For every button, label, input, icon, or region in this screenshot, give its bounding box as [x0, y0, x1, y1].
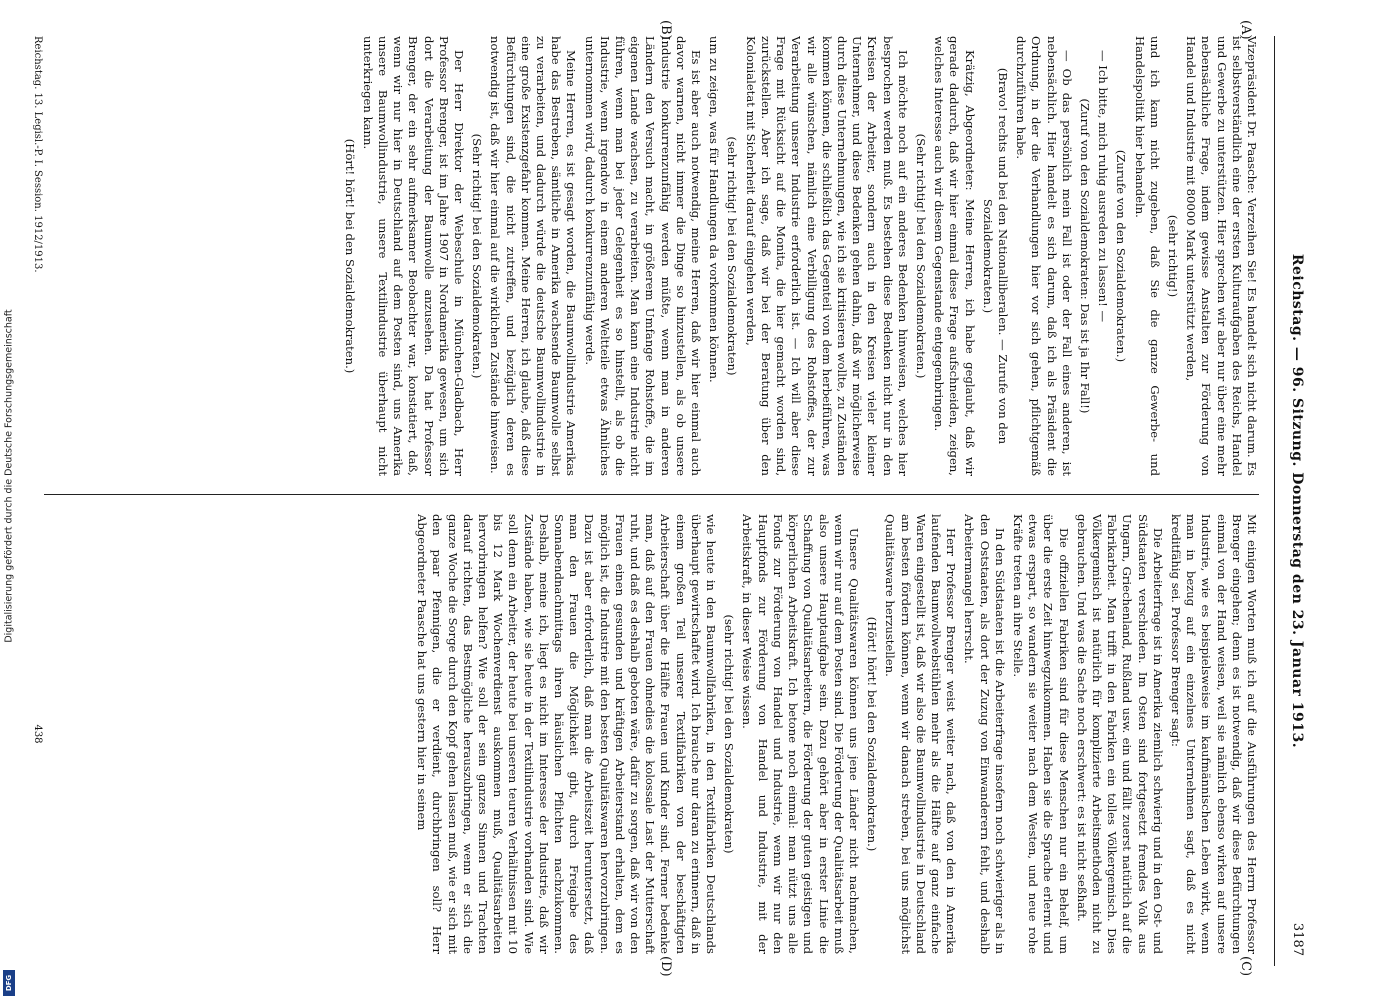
sheet-number: 438 — [32, 724, 43, 744]
interjection: (Zurufe von den Sozialdemokraten.) — [1114, 149, 1129, 363]
quotation: In den Südstaaten ist die Arbeiterfrage insofern noch schwieriger als in den Oststaaten, als dort der Zuzug von Einwanderern fehlt, und deshalb Arbeitermangel herrscht. — [962, 514, 1007, 954]
paragraph: Vizepräsident Dr. Paasche: Verzeihen Sie! Es handelt sich nicht darum. Es ist selbstverständlich eine der ersten Kulturaufgaben des Reichs, Handel und Gewerbe zu unterstützen. Hier sprechen wir aber nur über eine mehr nebensächliche Frage, indem gewisse Anstalten zur Förderung von Handel und Industrie mit 80000 Mark unterstützt werden, — [1184, 36, 1259, 476]
page-footer: Reichstag. 13. Legisl.-P. I. Session. 1912/1913. — [32, 36, 43, 273]
header-rule — [1274, 36, 1275, 966]
paragraph: Herr Professor Brenger weist weiter nach, daß von den in Amerika laufenden Baumwollwebstühlen mehr als die Hälfte auf ganz einfache Waren eingestellt ist, daß wir also die Baumwollindustrie in Deutschland am besten fördern können, wenn wir danach streben, bei uns möglichst Qualitätsware herzustellen. — [883, 514, 959, 954]
quotation: Die Arbeiterfrage ist in Amerika ziemlich schwierig und in den Ost- und Südstaaten verschieden. Im Osten sind fortgesetzt fremdes Volk aus Ungarn, Griechenland, Rußland usw. ein und fällt zuerst natürlich auf die Fabrikarbeit. Man trifft in den Fabriken ein tolles Völkergemisch. Dies Völkergemisch ist natürlich für komplizierte Arbeitsmethoden nicht zu gebrauchen. Und was die Sache noch erschwert: es ist nicht seßhaft. — [1074, 514, 1165, 954]
interjection: (Bravo! rechts und bei den Nationalliberalen. — Zurufe von den Sozialdemokraten.) — [980, 67, 1010, 445]
column-divider — [44, 494, 1259, 495]
margin-marker-d: (D) — [658, 956, 673, 977]
running-head: Reichstag. — 96. Sitzung. Donnerstag den 23. Januar 1913. — [1289, 253, 1305, 749]
credit-text: Digitalisierung gefördert durch die Deutsche Forschungsgemeinschaft — [3, 309, 15, 643]
margin-marker-a: (A) — [1238, 20, 1253, 40]
quotation: Die offiziellen Fabriken sind für diese Menschen nur ein Behelf, um über die erste Zeit hinwegzukommen. Haben sie die Sprache erlernt und etwas erspart, so wandern sie weiter nach dem Westen, und neue rohe Kräfte treten an ihre Stelle. — [1010, 514, 1071, 954]
paragraph: — Ob das persönlich mein Fall ist oder der Fall eines anderen, ist nebensächlich. Hier handelt es sich darum, daß ich als Präsident die Ordnung, in der die Verhandlungen hier vor sich gehen, pflichtgemäß durchzuführen habe. — [1014, 36, 1074, 476]
interjection: (sehr richtig! bei den Sozialdemokraten) — [725, 136, 740, 376]
paragraph: Ich möchte noch auf ein anderes Bedenken hinweisen, welches hier besprochen werden muß. Es bestehen diese Bedenken nicht nur in den Kreisen der Arbeiter, sondern auch in den Kreisen vieler kleiner Unternehmer, und diese Bedenken gehen dahin, daß wir möglicherweise durch diese Unternehmungen, wie ich sie kritisieren wollte, zu Zuständen kommen können, die schließlich das Gegenteil von dem herbeiführen, was wir alle wünschen, nämlich eine Verbilligung des Rohstoffes, der zur Verarbeitung unserer Industrie erforderlich ist. — Ich will aber diese Frage mit Rücksicht auf die Monita, die hier gemacht worden sind, zurückstellen. Aber ich sage, daß wir bei der Beratung über den Kolonialetat mit Sicherheit darauf eingehen werden, — [743, 36, 910, 476]
paragraph: — Ich bitte, mich ruhig ausreden zu lassen! — — [1096, 50, 1111, 323]
interjection: (Hört! hört! bei den Sozialdemokraten.) — [865, 616, 880, 852]
page-number: 3187 — [1290, 922, 1305, 956]
interjection: (sehr richtig! bei den Sozialdemokraten) — [722, 614, 737, 854]
paragraph: Unsere Qualitätswaren können uns jene Länder nicht nachmachen, wenn wir nur auf dem Posten sind. Die Förderung der Qualitätsarbeit muß also unsere Hauptaufgabe sein. Dazu gehört aber in erster Linie die Schaffung von Qualitätsarbeitern, die Förderung der guten geistigen und körperlichen Arbeitskraft. Ich betone noch einmal: man nützt uns alle Fonds zur Förderung von Handel und Industrie, wenn wir nur den Hauptfonds zur Förderung von Handel und Industrie, mit der Arbeitskraft, in dieser Weise wissen. — [740, 514, 861, 954]
digitization-credit — [2, 6, 16, 994]
paragraph: Krätzig, Abgeordneter: Meine Herren, ich habe geglaubt, daß wir gerade dadurch, daß wir hier einmal diese Frage aufschneiden, zeigen, welches Interesse auch wir diesem Gegenstande entgegenbringen. — [932, 36, 977, 476]
margin-marker-c: (C) — [1238, 956, 1253, 977]
interjection: (Sehr richtig! bei den Sozialdemokraten.) — [470, 133, 485, 379]
paragraph: um zu zeigen, was für Handlungen da vorkommen können. — [707, 36, 722, 383]
paragraph: wie heute in den Baumwollfabriken, in den Textilfabriken Deutschlands überhaupt gewirtschaftet wird. Ich brauche nur daran zu erinnern, daß in einem großen Teil unserer Textilfabriken von der beschäftigten Arbeiterschaft über die Hälfte Frauen und Kinder sind. Ferner bedenke man, daß auf den Frauen ohnedies die kolossale Last der Mutterschaft ruht, und daß es deshalb geboten wäre, dafür zu sorgen, daß wir von den Frauen einen gesunden und kräftigen Arbeiterstand erhalten, dem es möglich ist, die Industrie mit den besten Qualitätswaren hervorzubringen. Dazu ist aber erforderlich, daß man die Arbeitszeit heruntersetzt, daß man den Frauen die Möglichkeit gibt, durch Freigabe des Sonnabendnachmittags ihren häuslichen Pflichten nachzukommen. Deshalb, meine ich, liegt es nicht im Interesse der Industrie, daß wir Zustände haben, wie sie heute in der Textilindustrie vorhanden sind. Wie soll denn ein Arbeiter, der heute bei unseren teuren Verhältnissen mit 10 bis 12 Mark Wochenverdienst auskommen muß, Qualitätsarbeiten hervorbringen helfen? Wie soll der sein ganzes Sinnen und Trachten darauf richten, das Bestmögliche herauszubringen, wenn er sich die ganze Woche die Sorge durch den Kopf gehen lassen muß, wie er sich mit den paar Pfennigen, die er verdient, durchbringen soll? Herr Abgeordneter Paasche hat uns gestern hier in seinem — [415, 514, 719, 954]
interjection: (sehr richtig!) — [1165, 214, 1180, 298]
interjection: (Hört! hört! bei den Sozialdemokraten.) — [342, 138, 357, 374]
paragraph: Der Herr Direktor der Webeschule in München-Gladbach, Herr Professor Brenger, ist im Jahre 1907 in Nordamerika gewesen, um sich dort die Verarbeitung der Baumwolle anzusehen. Da hat Professor Brenger, der ein sehr aufmerksamer Beobachter war, konstatiert, daß, wenn wir nur hier in Deutschland auf dem Posten sind, uns Amerika unsere Baumwollindustrie, unsere Textilindustrie überhaupt nicht unterkriegen kann. — [360, 36, 467, 476]
dfg-logo — [3, 970, 15, 996]
paragraph: Meine Herren, es ist gesagt worden, die Baumwollindustrie Amerikas habe das Bestreben, sämtliche in Amerika wachsende Baumwolle selbst zu verarbeiten, und dadurch würde die deutsche Baumwollindustrie in eine große Existenzgefahr kommen. Meine Herren, ich glaube, daß diese Befürchtungen sind, die nicht zutreffen, und bezüglich deren es notwendig ist, daß wir hier einmal auf die wirklichen Zustände hinweisen. — [488, 36, 579, 476]
paragraph: Es ist aber auch notwendig, meine Herren, daß wir hier einmal auch davor warnen, nicht immer die Dinge so hinzustellen, als ob unsere Industrie konkurrenzunfähig werden müßte, wenn man in anderen Ländern den Versuch macht, in größerem Umfange Rohstoffe, die im eigenen Lande wachsen, zu verarbeiten. Man kann eine Industrie nicht führen, wenn man bei jeder Gelegenheit es so hinstellt, als ob die Industrie, wenn irgendwo in einem anderen Weltteile etwas Ähnliches unternommen wird, dadurch konkurrenzunfähig werde. — [582, 36, 704, 476]
interjection: (Sehr richtig! bei den Sozialdemokraten.) — [913, 133, 928, 379]
margin-marker-b: (B) — [658, 20, 673, 40]
paragraph: und ich kann nicht zugeben, daß Sie die ganze Gewerbe- und Handelspolitik hier behandeln. — [1132, 36, 1162, 476]
dfg-logo-text: DFG — [5, 974, 13, 992]
left-column — [44, 36, 1259, 476]
page-header — [1273, 36, 1313, 966]
right-column — [44, 514, 1259, 954]
interjection: (Zuruf von den Sozialdemokraten: Das ist ja Ihr Fall!) — [1077, 98, 1092, 414]
paragraph: Mit einigen Worten muß ich auf die Ausführungen des Herrn Professor Brenger eingehen; denn es ist notwendig, daß wir diese Befürchtungen einmal von der Hand weisen, weil sie nämlich ebenso wirken auf unsere Industrie, wie es beispielsweise im kaufmännischen Leben wirkt, wenn man in bezug auf ein einzelnes Unternehmen sagt, daß es nicht kreditfähig sei. Professor Brenger sagt: — [1168, 514, 1259, 954]
page-content — [23, 20, 1313, 977]
document-page — [23, 20, 1313, 977]
